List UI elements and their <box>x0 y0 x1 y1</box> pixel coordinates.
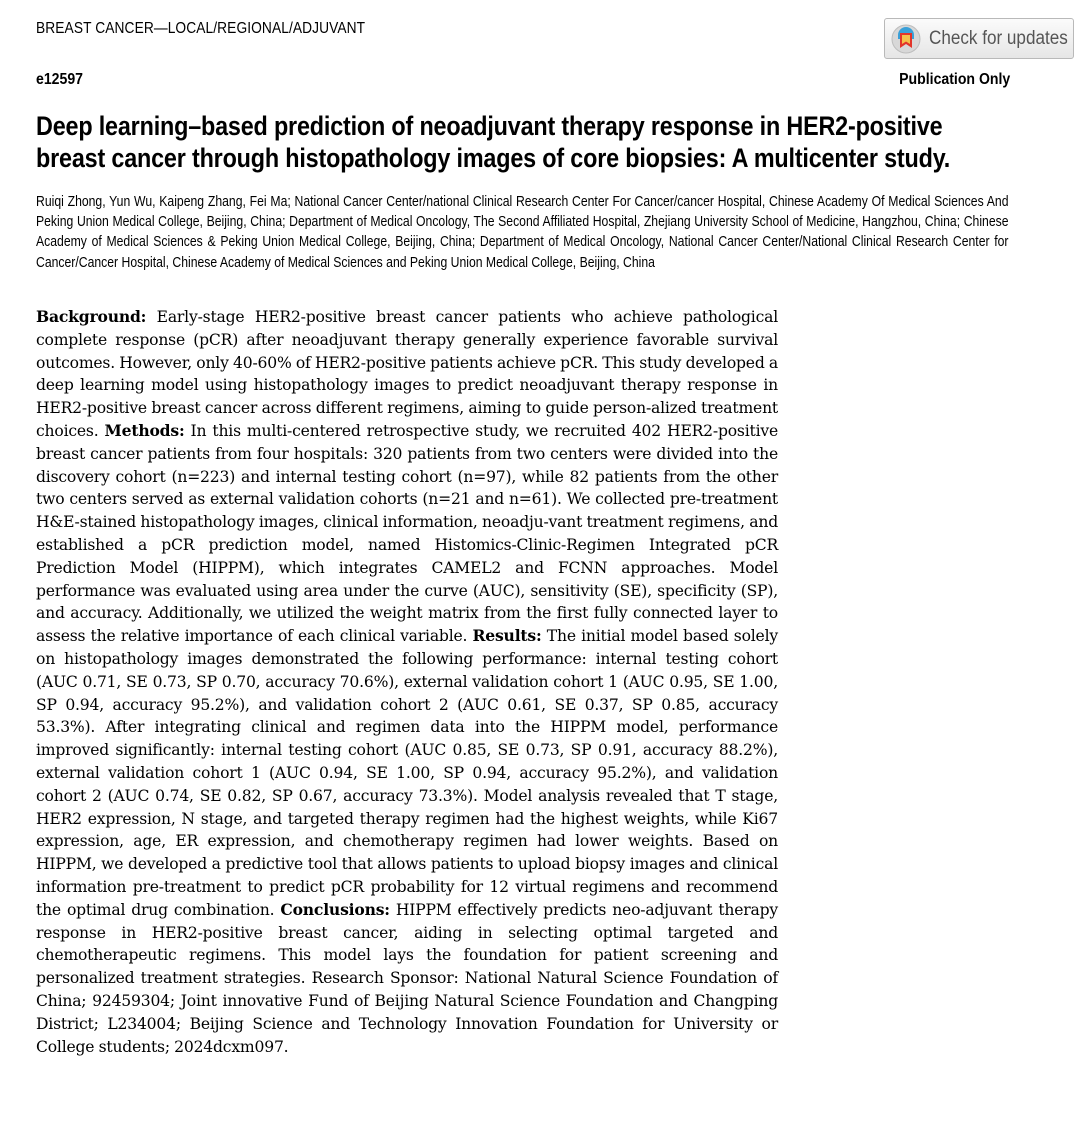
author-affiliations: Ruiqi Zhong, Yun Wu, Kaipeng Zhang, Fei Ma; National Cancer Center/national Clinical Research Center For Cancer/cancer Hospital, Chinese Academy Of Medical Sciences And Peking Union Medical College, Beijing, China; Department of Medical Oncology, The Second Affiliated Hospital, Zhejiang University School of Medicine, Hangzhou, China; Chinese Academy of Medical Sciences & Peking Union Medical College, Beijing, China; Department of Medical Oncology, National Cancer Center/National Clinical Research Center for Cancer/Cancer Hospital, Chinese Academy of Medical Sciences and Peking Union Medical College, Beijing, China <box>36 194 1009 271</box>
abstract-body <box>36 306 778 1058</box>
crossmark-icon <box>891 24 921 54</box>
check-for-updates-label: Check for updates <box>929 27 1068 49</box>
results-heading: Results: <box>472 626 542 646</box>
methods-heading: Methods: <box>104 420 185 440</box>
publication-type: Publication Only <box>898 71 1010 88</box>
paper-title: Deep learning–based prediction of neoadjuvant therapy response in HER2-positive breast cancer through histopathology images of core biopsies: A multicenter study. <box>36 111 951 173</box>
abstract-number: e12597 <box>36 71 83 88</box>
results-text: The initial model based solely on histopathology images demonstrated the following performance: internal testing cohort (AUC 0.71, SE 0.73, SP 0.70, accuracy 70.6%), external validation cohort 1 (AUC 0.95, SE 1.00, SP 0.94, accuracy 95.2%), and validation cohort 2 (AUC 0.61, SE 0.37, SP 0.85, accuracy 53.3%). After integrating clinical and regimen data into the HIPPM model, performance improved significantly: internal testing cohort (AUC 0.85, SE 0.73, SP 0.91, accuracy 88.2%), external validation cohort 1 (AUC 0.94, SE 1.00, SP 0.94, accuracy 95.2%), and validation cohort 2 (AUC 0.74, SE 0.82, SP 0.67, accuracy 73.3%). Model analysis revealed that T stage, HER2 expression, N stage, and targeted therapy regimen had the highest weights, while Ki67 expression, age, ER expression, and chemotherapy regimen had lower weights. Based on HIPPM, we developed a predictive tool that allows patients to upload biopsy images and clinical information pre-treatment to predict pCR probability for 12 virtual regimens and recommend the optimal drug combination. <box>36 627 778 919</box>
conclusions-heading: Conclusions: <box>280 899 390 919</box>
methods-text: In this multi-centered retrospective study, we recruited 402 HER2-positive breast cancer patients from four hospitals: 320 patients from two centers were divided into the discovery cohort (n=223) and internal testing cohort (n=97), while 82 patients from the other two centers served as external validation cohorts (n=21 and n=61). We collected pre-treatment H&E-stained histopathology images, clinical information, neoadju-vant treatment regimens, and established a pCR prediction model, named Histomics-Clinic-Regimen Integrated pCR Prediction Model (HIPPM), which integrates CAMEL2 and FCNN approaches. Model performance was evaluated using area under the curve (AUC), sensitivity (SE), specificity (SP), and accuracy. Additionally, we utilized the weight matrix from the first fully connected layer to assess the relative importance of each clinical variable. <box>36 421 779 646</box>
background-heading: Background: <box>36 307 147 326</box>
check-for-updates-button[interactable] <box>884 18 1074 59</box>
background-text: Early-stage HER2-positive breast cancer patients who achieve pathological complete response (pCR) after neoadjuvant therapy generally experience favorable survival outcomes. However, only 40-60% of HER2-positive patients achieve pCR. This study developed a deep learning model using histopathology images to predict neoadjuvant therapy response in HER2-positive breast cancer across different regimens, aiming to guide person-alized treatment choices. <box>36 308 778 440</box>
conclusions-text: HIPPM effectively predicts neo-adjuvant therapy response in HER2-positive breast cancer, aiding in selecting optimal targeted and chemotherapeutic regimens. This model lays the foundation for patient screening and personalized treatment strategies. Research Sponsor: National Natural Science Foundation of China; 92459304; Joint innovative Fund of Beijing Natural Science Foundation and Changping District; L234004; Beijing Science and Technology Innovation Foundation for University or College students; 2024dcxm097. <box>36 900 778 1056</box>
section-label: BREAST CANCER—LOCAL/REGIONAL/ADJUVANT <box>36 20 366 37</box>
